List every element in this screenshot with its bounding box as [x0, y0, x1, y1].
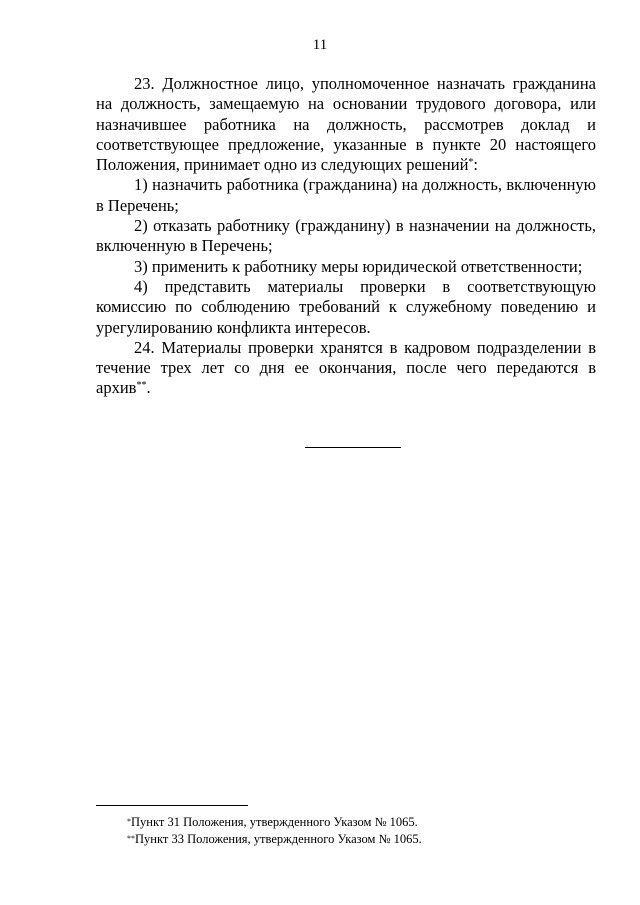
section-divider [305, 447, 401, 448]
footnote-text: Пункт 33 Положения, утвержденного Указом № 1065. [135, 832, 422, 846]
paragraph-tail: : [473, 155, 478, 175]
paragraph-text: 4) представить материалы проверки в соответствующую комиссию по соблюдению требований к служебному поведению и урегулированию конфликта интересов. [96, 276, 596, 337]
body-text [96, 74, 596, 399]
footnotes [127, 814, 587, 848]
list-item-4 [96, 277, 596, 338]
page-number: 11 [312, 37, 328, 53]
paragraph-24 [96, 338, 596, 399]
footnote-text: Пункт 31 Положения, утвержденного Указом № 1065. [131, 815, 418, 829]
footnote-1 [127, 814, 587, 831]
paragraph-text: 1) назначить работника (гражданина) на должность, включенную в Перечень; [96, 175, 596, 215]
footnote-marker: * [468, 157, 474, 169]
list-item-3 [96, 257, 596, 277]
footnote-2 [127, 831, 587, 848]
paragraph-tail: . [146, 378, 151, 398]
paragraph-text: 23. Должностное лицо, уполномоченное назначать гражданина на должность, замещаемую на основании трудового договора, или назначившее работника на должность, рассмотрев доклад и соответствующее предложение, указанные в пункте 20 настоящего Положения, принимает одно из следующих решений [96, 74, 596, 175]
paragraph-text: 24. Материалы проверки хранятся в кадровом подразделении в течение трех лет со дня ее окончания, после чего передаются в архив [96, 337, 596, 398]
paragraph-text: 3) применить к работнику меры юридической ответственности; [134, 256, 583, 276]
list-item-2 [96, 216, 596, 257]
list-item-1 [96, 175, 596, 216]
footnote-marker: ** [127, 834, 135, 843]
paragraph-text: 2) отказать работнику (гражданину) в назначении на должность, включенную в Перечень; [96, 216, 596, 256]
paragraph-23 [96, 74, 596, 175]
footnote-marker: ** [136, 380, 147, 392]
footnote-marker: * [127, 817, 131, 826]
footnote-divider [96, 805, 248, 806]
